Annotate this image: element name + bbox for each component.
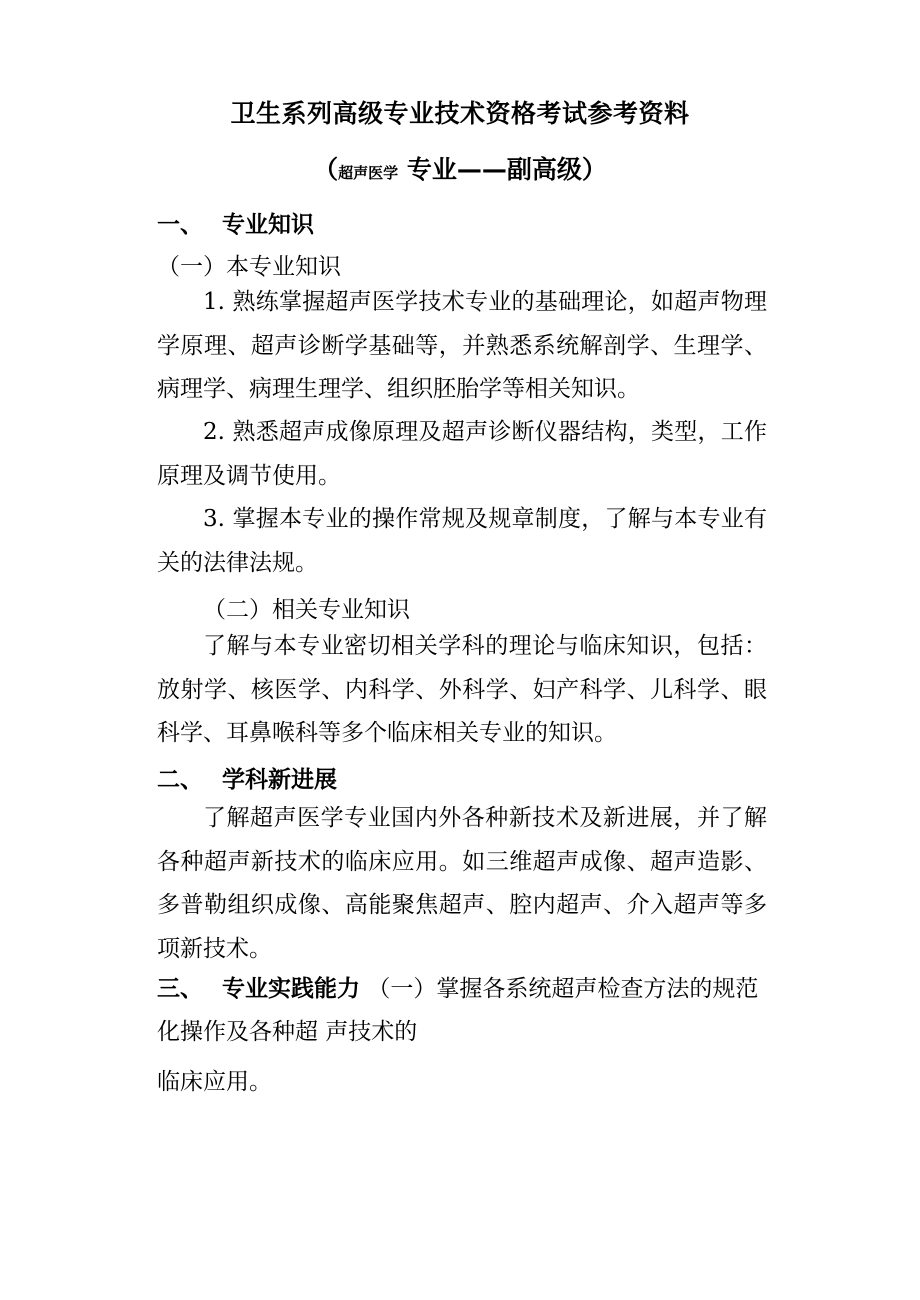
subsection-1-2-heading: （二）相关专业知识 [203,597,410,623]
section-2-title: 学科新进展 [222,767,337,793]
document-subtitle [0,150,920,186]
section-1-item-1: 1. 熟练掌握超声医学技术专业的基础理论，如超声物理学原理、超声诊断学基础等，并熟悉系统解剖学、生理学、病理学、病理生理学、组织胚胎学等相关知识。 [157,289,767,402]
subtitle-specialty: 超声医学 [338,164,399,182]
subsection-1-1-heading: （一）本专业知识 [157,254,341,280]
section-2-text: 了解超声医学专业国内外各种新技术及新进展，并了解各种超声新技术的临床应用。如三维超声成像、超声造影、多普勒组织成像、高能聚焦超声、腔内超声、介入超声等多项新技术。 [157,805,767,962]
subsection-1-2-text: 了解与本专业密切相关学科的理论与临床知识，包括：放射学、核医学、内科学、外科学、妇产科学、儿科学、眼科学、耳鼻喉科等多个临床相关专业的知识。 [157,633,767,746]
section-3-text-continued: 临床应用。 [157,1069,272,1095]
subtitle-open-paren: （ [313,155,339,184]
section-3-text: （一）掌握各系统超声检查方法的规范化操作及各种超 声技术的 [157,976,759,1045]
section-3-number: 三、 [157,976,203,1002]
section-3-block [157,968,767,1054]
subtitle-level: 专业——副高级） [398,155,607,184]
section-2-number: 二、 [157,767,203,793]
section-1-item-2: 2. 熟悉超声成像原理及超声诊断仪器结构，类型，工作原理及调节使用。 [157,419,767,489]
section-1-title: 专业知识 [222,212,314,238]
section-1-heading [157,206,314,239]
section-1-number: 一、 [157,212,203,238]
section-3-title: 专业实践能力 [222,976,360,1002]
section-1-item-3: 3. 掌握本专业的操作常规及规章制度，了解与本专业有关的法律法规。 [157,506,767,576]
document-title: 卫生系列高级专业技术资格考试参考资料 [230,99,690,128]
section-2-heading [157,761,337,794]
